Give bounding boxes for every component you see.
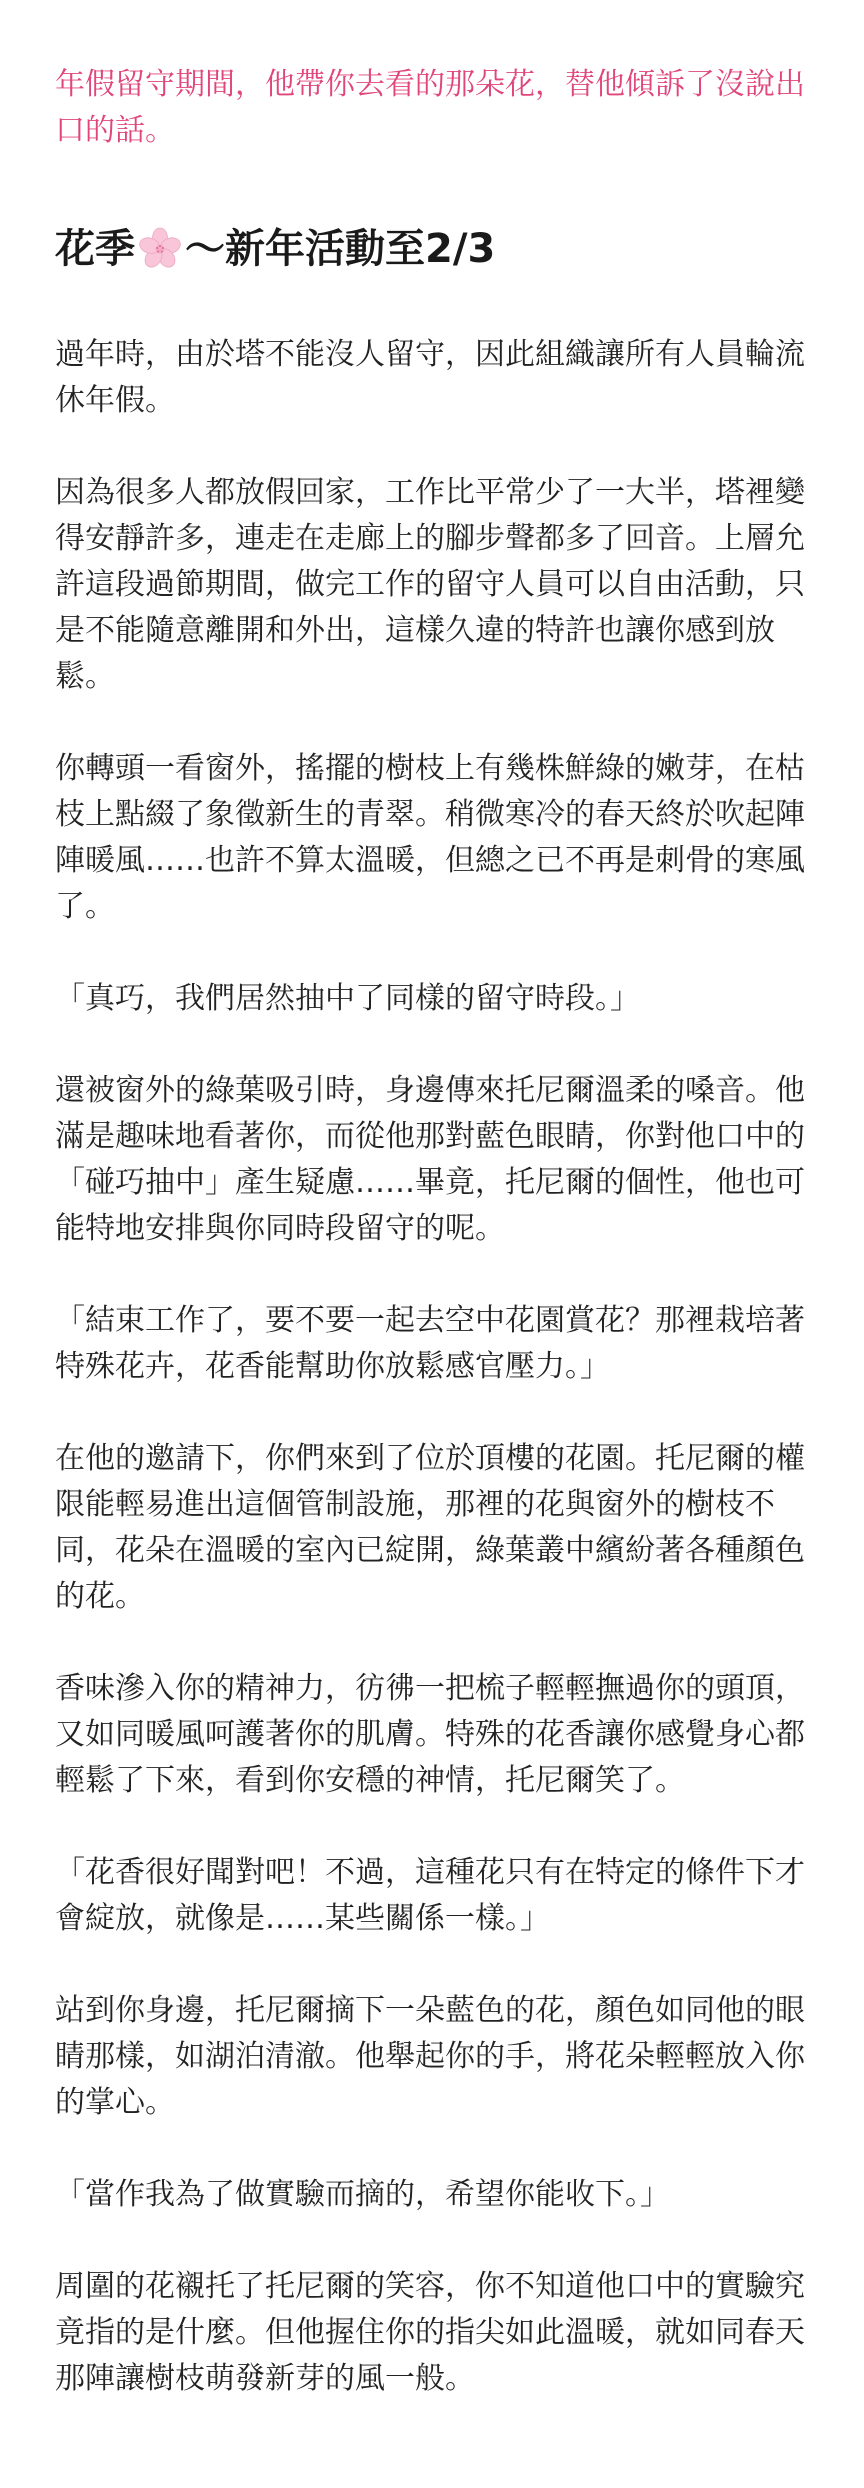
title-prefix: 花季 — [55, 226, 135, 272]
title-suffix: ～新年活動至2/3 — [185, 226, 496, 272]
story-dialogue: 「真巧，我們居然抽中了同樣的留守時段。」 — [55, 981, 640, 1016]
story-dialogue: 「結束工作了，要不要一起去空中花園賞花？那裡栽培著特殊花卉，花香能幫助你放鬆感官壓力。」 — [55, 1303, 805, 1384]
cherry-blossom-icon — [137, 226, 183, 272]
story-paragraph: 因為很多人都放假回家，工作比平常少了一大半，塔裡變得安靜許多，連走在走廊上的腳步聲都多了回音。上層允許這段過節期間，做完工作的留守人員可以自由活動，只是不能隨意離開和外出，這樣久違的特許也讓你感到放鬆。 — [55, 475, 805, 694]
story-paragraph: 周圍的花襯托了托尼爾的笑容，你不知道他口中的實驗究竟指的是什麼。但他握住你的指尖如此溫暖，就如同春天那陣讓樹枝萌發新芽的風一般。 — [55, 2269, 805, 2396]
story-body — [55, 332, 815, 2448]
article-subtitle: 年假留守期間，他帶你去看的那朵花，替他傾訴了沒說出口的話。 — [55, 67, 805, 148]
article-title — [55, 222, 815, 276]
story-paragraph: 還被窗外的綠葉吸引時，身邊傳來托尼爾溫柔的嗓音。他滿是趣味地看著你，而從他那對藍色眼睛，你對他口中的「碰巧抽中」產生疑慮……畢竟，托尼爾的個性，他也可能特地安排與你同時段留守的呢。 — [55, 1073, 805, 1246]
story-paragraph: 在他的邀請下，你們來到了位於頂樓的花園。托尼爾的權限能輕易進出這個管制設施，那裡的花與窗外的樹枝不同，花朵在溫暖的室內已綻開，綠葉叢中繽紛著各種顏色的花。 — [55, 1441, 805, 1614]
story-paragraph: 站到你身邊，托尼爾摘下一朵藍色的花，顏色如同他的眼睛那樣，如湖泊清澈。他舉起你的手，將花朵輕輕放入你的掌心。 — [55, 1993, 805, 2120]
story-dialogue: 「當作我為了做實驗而摘的，希望你能收下。」 — [55, 2177, 670, 2212]
story-paragraph: 你轉頭一看窗外，搖擺的樹枝上有幾株鮮綠的嫩芽，在枯枝上點綴了象徵新生的青翠。稍微寒冷的春天終於吹起陣陣暖風……也許不算太溫暖，但總之已不再是刺骨的寒風了。 — [55, 751, 805, 924]
story-dialogue: 「花香很好聞對吧！不過，這種花只有在特定的條件下才會綻放，就像是……某些關係一樣。」 — [55, 1855, 805, 1936]
story-paragraph: 香味滲入你的精神力，彷彿一把梳子輕輕撫過你的頭頂，又如同暖風呵護著你的肌膚。特殊的花香讓你感覺身心都輕鬆了下來，看到你安穩的神情，托尼爾笑了。 — [55, 1671, 805, 1798]
story-paragraph: 過年時，由於塔不能沒人留守，因此組織讓所有人員輪流休年假。 — [55, 337, 805, 418]
